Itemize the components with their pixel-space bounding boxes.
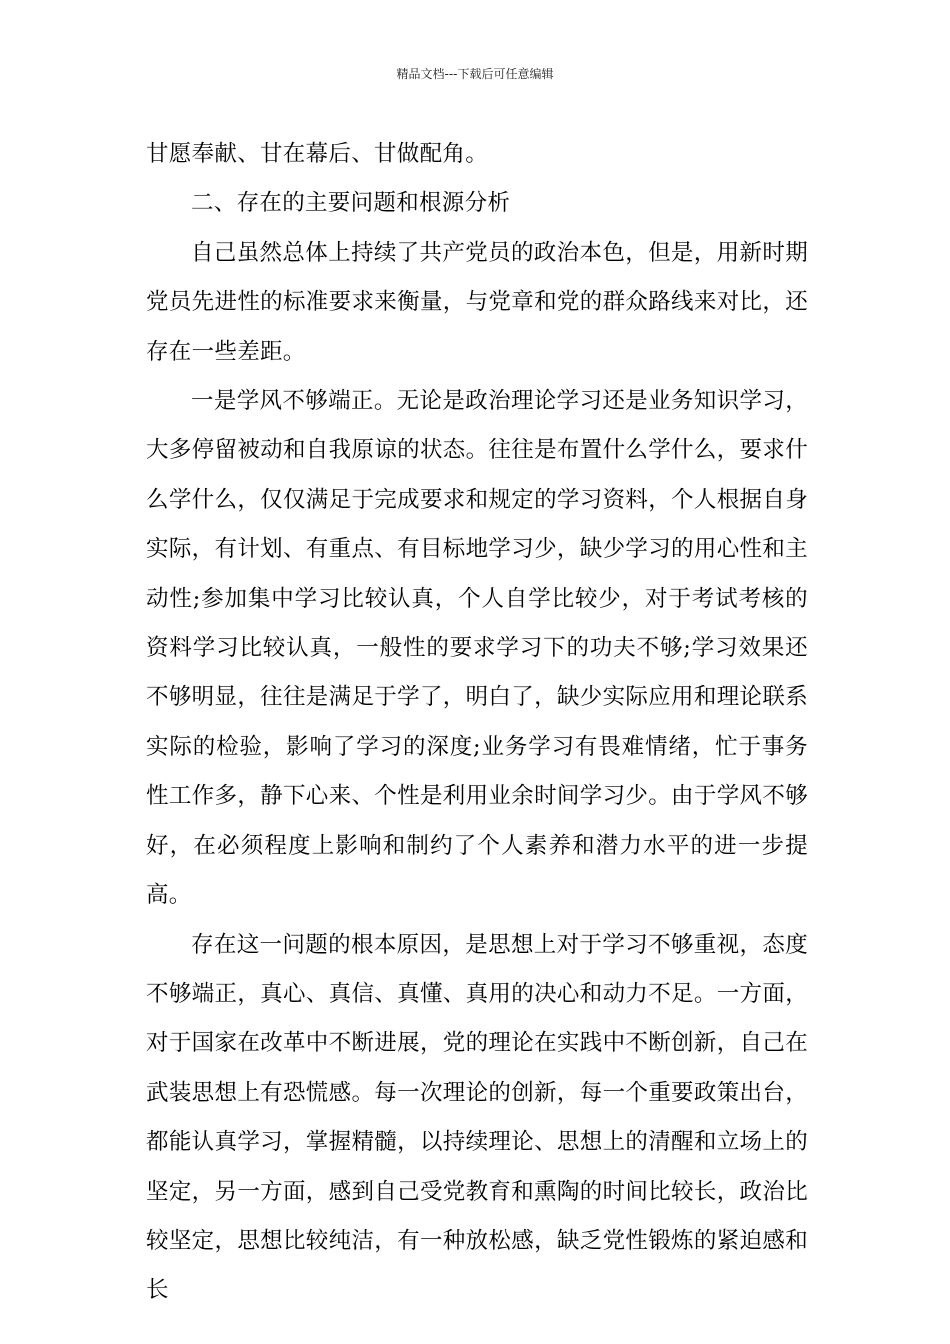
paragraph: 自己虽然总体上持续了共产党员的政治本色，但是，用新时期党员先进性的标准要求来衡量，与党章和党的群众路线来对比，还存在一些差距。 [146,239,808,365]
section-heading: 二、存在的主要问题和根源分析 [191,190,511,217]
document-body [146,130,808,1316]
page-header: 精品文档---下载后可任意编辑 [396,67,554,81]
paragraph: 一是学风不够端正。无论是政治理论学习还是业务知识学习，大多停留被动和自我原谅的状态。往往是布置什么学什么，要求什么学什么，仅仅满足于完成要求和规定的学习资料，个人根据自身实际，有计划、有重点、有目标地学习少，缺少学习的用心性和主动性;参加集中学习比较认真，个人自学比较少，对于考试考核的资料学习比较认真，一般性的要求学习下的功夫不够;学习效果还不够明显，往往是满足于学了，明白了，缺少实际应用和理论联系实际的检验，影响了学习的深度;业务学习有畏难情绪，忙于事务性工作多，静下心来、个性是利用业余时间学习少。由于学风不够好，在必须程度上影响和制约了个人素养和潜力水平的进一步提高。 [146,388,808,909]
paragraph-continuation: 甘愿奉献、甘在幕后、甘做配角。 [146,141,489,167]
paragraph: 存在这一问题的根本原因，是思想上对于学习不够重视，态度不够端正，真心、真信、真懂、真用的决心和动力不足。一方面，对于国家在改革中不断进展，党的理论在实践中不断创新，自己在武装思想上有恐慌感。每一次理论的创新，每一个重要政策出台，都能认真学习，掌握精髓，以持续理论、思想上的清醒和立场上的坚定，另一方面，感到自己受党教育和熏陶的时间比较长，政治比较坚定，思想比较纯洁，有一种放松感，缺乏党性锻炼的紧迫感和长 [146,931,808,1304]
